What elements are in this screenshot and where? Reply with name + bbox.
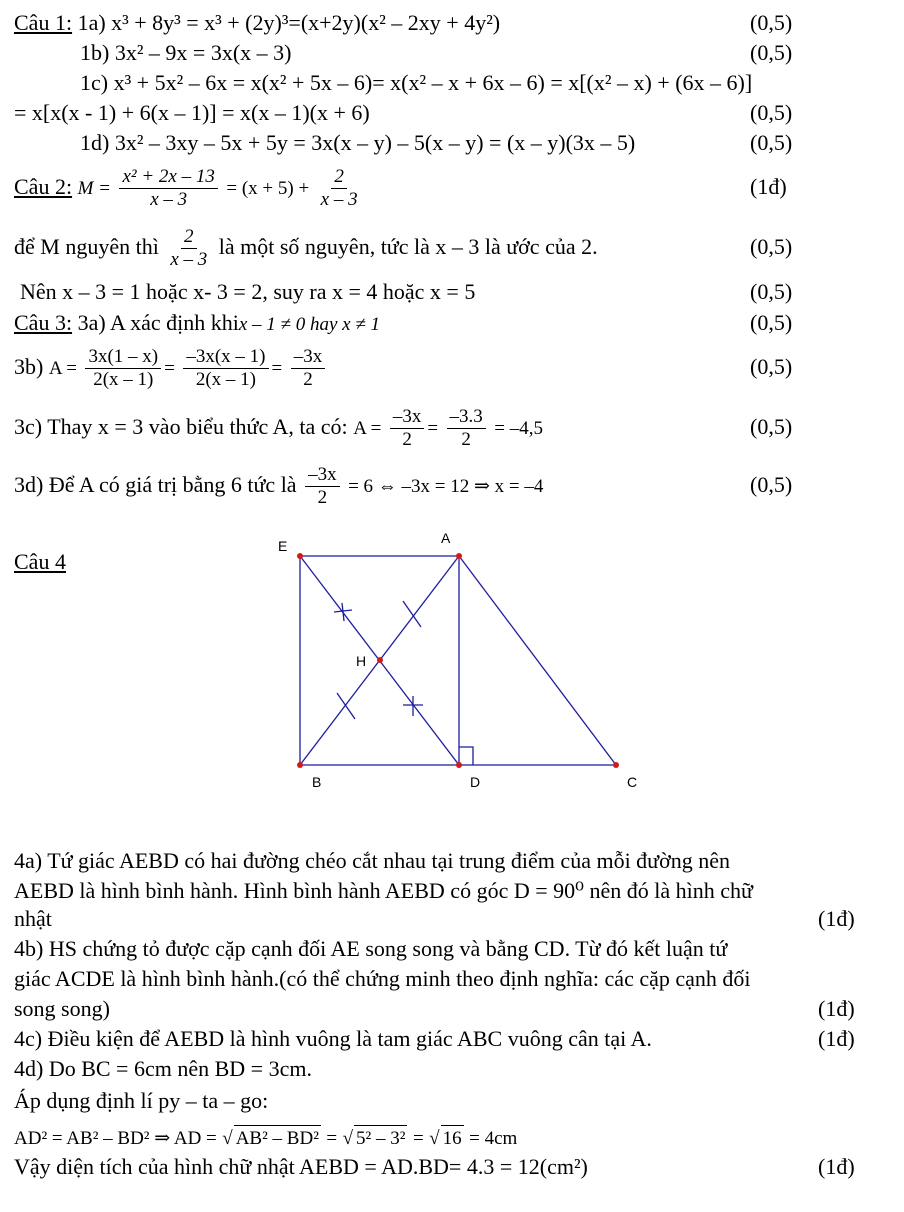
q4c-score: (1đ) <box>818 1026 855 1051</box>
q3-line-d: 3d) Để A có giá trị bằng 6 tức là $\frac{-3x}{2}$ = 6 ⇔ –3x = 12 ⇒ x = –4 <box>14 464 544 509</box>
q1-1a-score: (0,5) <box>750 10 793 35</box>
q3-d-frac: $\frac{-3x}{2}$ <box>305 464 340 509</box>
q4d-pythagoras: Áp dụng định lí py – ta – go: <box>14 1088 269 1113</box>
point-C <box>613 762 619 768</box>
q1-label: Câu 1: <box>14 10 73 35</box>
q2-score-3: (0,5) <box>750 279 793 304</box>
q1-line-1c-cont: = x[x(x - 1) + 6(x – 1)] = x(x – 1)(x + 6) <box>14 100 370 125</box>
label-B: B <box>312 774 322 790</box>
q1-1c-score: (0,5) <box>750 100 793 125</box>
q3-a-score: (0,5) <box>750 310 793 335</box>
q4b-line-2: giác ACDE là hình bình hành.(có thể chứng minh theo định nghĩa: các cặp cạnh đối <box>14 966 751 991</box>
q1-1a-text: 1a) x³ + 8y³ = x³ + (2y)³=(x+2y)(x² – 2xy + 4y²) <box>72 10 501 35</box>
q1-1d-score: (0,5) <box>750 130 793 155</box>
q2-fraction-2: $\frac{2}{x - 3}$ <box>320 166 358 211</box>
point-E <box>297 553 303 559</box>
sqrt-2: √ 5² – 3² <box>343 1128 408 1149</box>
q2-label: Câu 2: <box>14 174 73 199</box>
q1-line-1d: 1d) 3x² – 3xy – 5x + 5y = 3x(x – y) – 5(x – y) = (x – y)(3x – 5) <box>80 130 636 155</box>
segment-AC <box>459 556 616 765</box>
q4d-score: (1đ) <box>818 1154 855 1179</box>
point-B <box>297 762 303 768</box>
q4d-formula: AD² = AB² – BD² ⇒ AD = √ AB² – BD² = √ 5² – 3² = √ 16 = 4cm <box>14 1124 517 1152</box>
label-H: H <box>356 653 367 669</box>
label-D: D <box>470 774 481 790</box>
q3-c-frac-1: $\frac{-3x}{2}$ <box>390 406 425 451</box>
geometry-figure <box>270 525 650 800</box>
q4a-line-2: AEBD là hình bình hành. Hình bình hành AEBD có góc D = 90⁰ nên đó là hình chữ <box>14 878 753 903</box>
q1-line-1a <box>14 10 500 36</box>
q4a-line-1: 4a) Tứ giác AEBD có hai đường chéo cắt nhau tại trung điểm của mỗi đường nên <box>14 848 730 873</box>
q4d-conclusion: Vậy diện tích của hình chữ nhật AEBD = AD.BD= 4.3 = 12(cm²) <box>14 1154 588 1179</box>
q4a-line-3: nhật <box>14 906 52 931</box>
q3-d-score: (0,5) <box>750 472 793 497</box>
label-E: E <box>278 538 288 554</box>
q1-line-1b: 1b) 3x² – 9x = 3x(x – 3) <box>80 40 292 65</box>
q2-line-3: Nên x – 3 = 1 hoặc x- 3 = 2, suy ra x = 4 hoặc x = 5 <box>20 279 476 304</box>
q2-score-2: (0,5) <box>750 234 793 259</box>
q4c-line: 4c) Điều kiện để AEBD là hình vuông là tam giác ABC vuông cân tại A. <box>14 1026 652 1051</box>
q3-label: Câu 3: <box>14 310 73 335</box>
q1-1b-score: (0,5) <box>750 40 793 65</box>
label-C: C <box>627 774 638 790</box>
q4b-score: (1đ) <box>818 996 855 1021</box>
q2-line-2: để M nguyên thì $\frac{2}{x - 3}$ là một số nguyên, tức là x – 3 là ước của 2. <box>14 226 598 271</box>
q3-b-score: (0,5) <box>750 354 793 379</box>
q4b-line-3: song song) <box>14 996 110 1021</box>
q3-line-b: 3b) A = $\frac{3x(1 - x)}{2(x - 1)}$ = $\frac{-3x(x - 1)}{2(x - 1)}$ = $\frac{-3x}{2}$ <box>14 342 328 394</box>
q4b-line-1: 4b) HS chứng tỏ được cặp cạnh đối AE song song và bằng CD. Từ đó kết luận tứ <box>14 936 728 961</box>
q3-b-frac-2: $\frac{-3x(x - 1)}{2(x - 1)}$ <box>183 346 268 391</box>
point-A <box>456 553 462 559</box>
q2-score-main: (1đ) <box>750 174 787 199</box>
q3-line-a: Câu 3: 3a) A xác định khix – 1 ≠ 0 hay x ≠ 1 <box>14 310 381 335</box>
q3-a-cond: x – 1 ≠ 0 hay x ≠ 1 <box>238 314 381 335</box>
label-A: A <box>441 530 451 546</box>
point-D <box>456 762 462 768</box>
right-angle-mark <box>459 747 473 765</box>
q2-fraction-3: $\frac{2}{x - 3}$ <box>170 226 208 271</box>
q2-line-1 <box>14 162 364 214</box>
q2-mid: = (x + 5) + <box>226 178 310 199</box>
sqrt-1: √ AB² – BD² <box>222 1128 321 1149</box>
sqrt-3: √ 16 <box>429 1128 463 1149</box>
q3-c-score: (0,5) <box>750 414 793 439</box>
q3-c-frac-2: $\frac{-3.3}{2}$ <box>447 406 486 451</box>
q4d-line: 4d) Do BC = 6cm nên BD = 3cm. <box>14 1056 312 1081</box>
q1-line-1c: 1c) x³ + 5x² – 6x = x(x² + 5x – 6)= x(x² – x + 6x – 6) = x[(x² – x) + (6x – 6)] <box>80 70 753 95</box>
q3-b-frac-3: $\frac{-3x}{2}$ <box>291 346 326 391</box>
q3-b-frac-1: $\frac{3x(1 - x)}{2(x - 1)}$ <box>85 346 161 391</box>
point-H <box>377 657 383 663</box>
q2-fraction-1: $\frac{\text{x² + 2x – 13}}{x - 3}$ <box>119 166 217 211</box>
q4a-score: (1đ) <box>818 906 855 931</box>
tick-AH <box>403 601 421 627</box>
q3-line-c: 3c) Thay x = 3 vào biểu thức A, ta có: A = $\frac{-3x}{2}$ = $\frac{-3.3}{2}$ = –4,5 <box>14 406 544 451</box>
q4-label: Câu 4 <box>14 549 66 574</box>
q2-m-lhs: M = <box>77 178 111 199</box>
